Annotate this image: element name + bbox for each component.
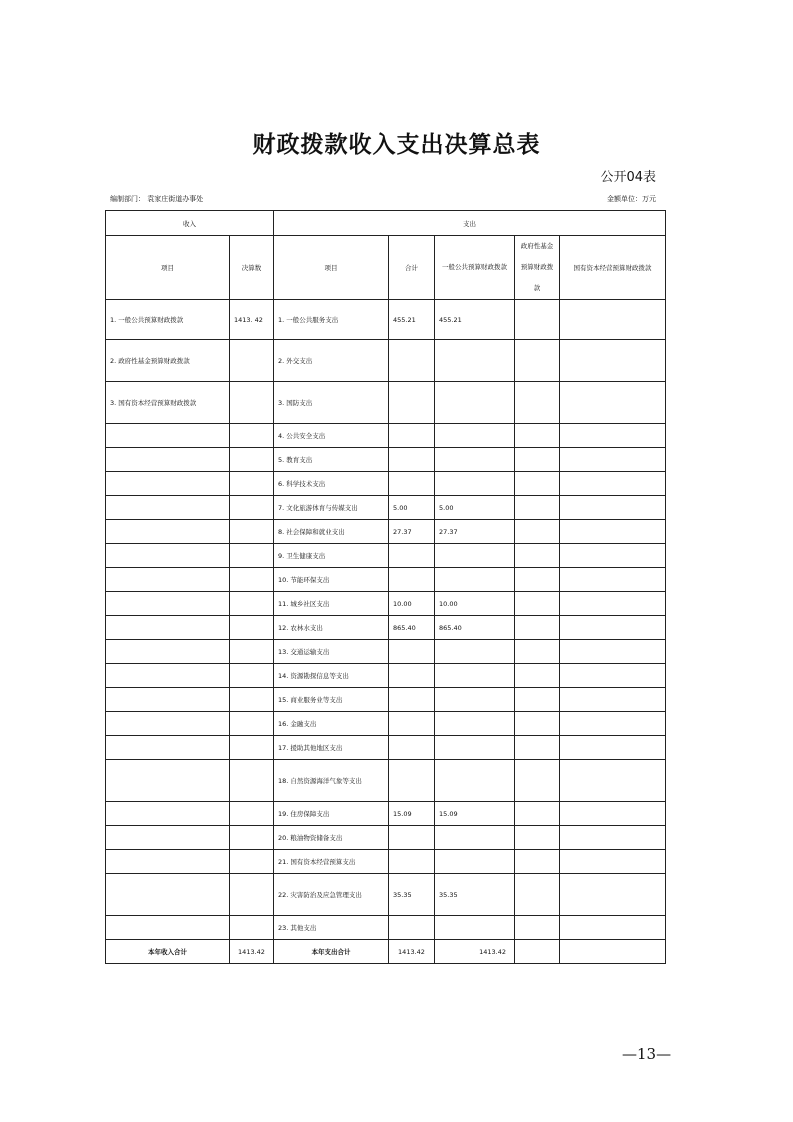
table-row (106, 568, 666, 592)
expense-item: 17. 援助其他地区支出 (274, 736, 389, 760)
income-item (106, 736, 230, 760)
expense-item: 19. 住房保障支出 (274, 802, 389, 826)
income-value (230, 568, 274, 592)
table-row (106, 826, 666, 850)
expense-soe (560, 568, 666, 592)
table-row (106, 916, 666, 940)
expense-fund (515, 340, 560, 382)
expense-general-sum: 1413.42 (435, 940, 515, 964)
expense-total (389, 688, 435, 712)
expense-fund (515, 616, 560, 640)
header-item-expense: 项目 (274, 236, 389, 300)
expense-total: 15.09 (389, 802, 435, 826)
expense-soe (560, 874, 666, 916)
income-item (106, 568, 230, 592)
table-row (106, 760, 666, 802)
income-value (230, 496, 274, 520)
expense-fund (515, 760, 560, 802)
table-row (106, 472, 666, 496)
expense-item: 20. 粮油物资储备支出 (274, 826, 389, 850)
expense-general: 865.40 (435, 616, 515, 640)
expense-general (435, 382, 515, 424)
expense-total (389, 664, 435, 688)
table-row (106, 300, 666, 340)
expense-item: 18. 自然资源海洋气象等支出 (274, 760, 389, 802)
expense-fund (515, 802, 560, 826)
income-value (230, 688, 274, 712)
expense-general: 10.00 (435, 592, 515, 616)
table-row (106, 520, 666, 544)
organization-name: 袁家庄街道办事处 (147, 195, 204, 203)
income-value (230, 712, 274, 736)
income-value (230, 640, 274, 664)
income-total-label: 本年收入合计 (106, 940, 230, 964)
expense-general (435, 340, 515, 382)
expense-soe (560, 736, 666, 760)
expense-total (389, 544, 435, 568)
page-number: —13— (622, 1045, 672, 1063)
income-value: 1413. 42 (230, 300, 274, 340)
expense-item: 21. 国有资本经营预算支出 (274, 850, 389, 874)
header-general: 一般公共预算财政拨款 (435, 236, 515, 300)
expense-soe (560, 664, 666, 688)
income-item (106, 448, 230, 472)
expense-fund (515, 664, 560, 688)
income-item: 2. 政府性基金预算财政拨款 (106, 340, 230, 382)
expense-soe (560, 592, 666, 616)
expense-total-sum: 1413.42 (389, 940, 435, 964)
income-item (106, 520, 230, 544)
expense-item: 23. 其他支出 (274, 916, 389, 940)
income-value (230, 874, 274, 916)
expense-fund (515, 300, 560, 340)
expense-fund (515, 592, 560, 616)
section-expense: 支出 (274, 211, 666, 236)
expense-fund (515, 916, 560, 940)
table-row (106, 712, 666, 736)
income-value (230, 472, 274, 496)
expense-item: 22. 灾害防治及应急管理支出 (274, 874, 389, 916)
expense-general (435, 736, 515, 760)
expense-soe (560, 916, 666, 940)
income-value (230, 448, 274, 472)
expense-fund (515, 472, 560, 496)
income-item (106, 424, 230, 448)
expense-general: 5.00 (435, 496, 515, 520)
income-item (106, 712, 230, 736)
table-row (106, 340, 666, 382)
expense-fund (515, 382, 560, 424)
expense-total (389, 640, 435, 664)
expense-soe (560, 544, 666, 568)
expense-fund (515, 736, 560, 760)
income-item (106, 688, 230, 712)
expense-soe (560, 382, 666, 424)
expense-general (435, 850, 515, 874)
expense-general (435, 688, 515, 712)
expense-fund (515, 520, 560, 544)
expense-soe (560, 616, 666, 640)
income-value (230, 916, 274, 940)
income-item (106, 760, 230, 802)
expense-total (389, 472, 435, 496)
expense-soe (560, 712, 666, 736)
expense-item: 15. 商业服务业等支出 (274, 688, 389, 712)
expense-total: 27.37 (389, 520, 435, 544)
expense-fund (515, 568, 560, 592)
page-title: 财政拨款收入支出决算总表 (252, 132, 541, 158)
expense-fund (515, 826, 560, 850)
income-item (106, 850, 230, 874)
expense-item: 5. 教育支出 (274, 448, 389, 472)
table-row (106, 736, 666, 760)
expense-soe (560, 520, 666, 544)
expense-total (389, 760, 435, 802)
expense-general (435, 712, 515, 736)
expense-soe (560, 496, 666, 520)
expense-fund (515, 424, 560, 448)
income-value (230, 850, 274, 874)
table-row (106, 874, 666, 916)
expense-soe (560, 826, 666, 850)
table-row (106, 424, 666, 448)
table-row (106, 544, 666, 568)
income-item (106, 496, 230, 520)
expense-item: 8. 社会保障和就业支出 (274, 520, 389, 544)
table-row (106, 382, 666, 424)
expense-item: 7. 文化旅游体育与传媒支出 (274, 496, 389, 520)
expense-soe-sum (560, 940, 666, 964)
expense-general (435, 448, 515, 472)
expense-fund (515, 640, 560, 664)
income-item: 1. 一般公共预算财政拨款 (106, 300, 230, 340)
table-row (106, 496, 666, 520)
income-value (230, 592, 274, 616)
expense-item: 14. 资源勘探信息等支出 (274, 664, 389, 688)
expense-item: 10. 节能环保支出 (274, 568, 389, 592)
expense-general (435, 544, 515, 568)
form-number: 公开04表 (600, 170, 656, 185)
expense-item: 1. 一般公共服务支出 (274, 300, 389, 340)
income-value (230, 382, 274, 424)
expense-general (435, 826, 515, 850)
expense-item: 2. 外交支出 (274, 340, 389, 382)
expense-soe (560, 760, 666, 802)
expense-total (389, 916, 435, 940)
expense-total (389, 736, 435, 760)
income-item (106, 826, 230, 850)
income-value (230, 760, 274, 802)
income-item (106, 616, 230, 640)
expense-general (435, 424, 515, 448)
income-item (106, 472, 230, 496)
table-row (106, 616, 666, 640)
expense-total (389, 568, 435, 592)
income-value (230, 736, 274, 760)
income-item (106, 592, 230, 616)
income-value (230, 544, 274, 568)
expense-total: 5.00 (389, 496, 435, 520)
table-row (106, 802, 666, 826)
expense-fund (515, 688, 560, 712)
header-final: 决算数 (230, 236, 274, 300)
income-item: 3. 国有资本经营预算财政拨款 (106, 382, 230, 424)
expense-general (435, 760, 515, 802)
expense-total (389, 424, 435, 448)
expense-total: 865.40 (389, 616, 435, 640)
header-total: 合计 (389, 236, 435, 300)
organization-label: 编制部门： (110, 195, 145, 203)
expense-item: 11. 城乡社区支出 (274, 592, 389, 616)
expense-general: 15.09 (435, 802, 515, 826)
expense-general (435, 664, 515, 688)
expense-fund (515, 496, 560, 520)
expense-soe (560, 300, 666, 340)
financial-table (105, 210, 666, 964)
income-value (230, 520, 274, 544)
income-item (106, 664, 230, 688)
table-row (106, 850, 666, 874)
expense-fund-sum (515, 940, 560, 964)
expense-item: 16. 金融支出 (274, 712, 389, 736)
table-row (106, 688, 666, 712)
header-fund: 政府性基金预算财政拨款 (515, 236, 560, 300)
expense-soe (560, 424, 666, 448)
organization (110, 194, 203, 204)
expense-soe (560, 340, 666, 382)
column-header-row (106, 236, 666, 300)
expense-fund (515, 712, 560, 736)
expense-fund (515, 448, 560, 472)
income-value (230, 616, 274, 640)
income-value (230, 340, 274, 382)
expense-total: 455.21 (389, 300, 435, 340)
expense-item: 13. 交通运输支出 (274, 640, 389, 664)
expense-soe (560, 448, 666, 472)
expense-soe (560, 802, 666, 826)
header-soe: 国有资本经营预算财政拨款 (560, 236, 666, 300)
amount-unit: 金额单位：万元 (607, 195, 656, 203)
table-row (106, 664, 666, 688)
expense-soe (560, 850, 666, 874)
expense-general (435, 472, 515, 496)
expense-total (389, 712, 435, 736)
expense-general: 27.37 (435, 520, 515, 544)
expense-total (389, 382, 435, 424)
expense-item: 12. 农林水支出 (274, 616, 389, 640)
section-header-row (106, 211, 666, 236)
income-item (106, 916, 230, 940)
expense-fund (515, 874, 560, 916)
expense-general: 455.21 (435, 300, 515, 340)
income-value (230, 424, 274, 448)
expense-soe (560, 688, 666, 712)
table-row (106, 448, 666, 472)
expense-total (389, 448, 435, 472)
expense-general (435, 640, 515, 664)
expense-general: 35.35 (435, 874, 515, 916)
expense-fund (515, 850, 560, 874)
expense-general (435, 568, 515, 592)
expense-fund (515, 544, 560, 568)
expense-general (435, 916, 515, 940)
income-item (106, 544, 230, 568)
income-item (106, 640, 230, 664)
expense-item: 3. 国防支出 (274, 382, 389, 424)
expense-item: 6. 科学技术支出 (274, 472, 389, 496)
expense-total (389, 340, 435, 382)
income-value (230, 802, 274, 826)
table-row (106, 640, 666, 664)
expense-total (389, 850, 435, 874)
expense-item: 9. 卫生健康支出 (274, 544, 389, 568)
income-total-value: 1413.42 (230, 940, 274, 964)
table-row (106, 592, 666, 616)
totals-row (106, 940, 666, 964)
expense-total: 35.35 (389, 874, 435, 916)
expense-total-label: 本年支出合计 (274, 940, 389, 964)
expense-soe (560, 640, 666, 664)
expense-total (389, 826, 435, 850)
section-income: 收入 (106, 211, 274, 236)
income-value (230, 826, 274, 850)
expense-soe (560, 472, 666, 496)
header-item: 项目 (106, 236, 230, 300)
expense-item: 4. 公共安全支出 (274, 424, 389, 448)
income-item (106, 802, 230, 826)
income-item (106, 874, 230, 916)
income-value (230, 664, 274, 688)
expense-total: 10.00 (389, 592, 435, 616)
